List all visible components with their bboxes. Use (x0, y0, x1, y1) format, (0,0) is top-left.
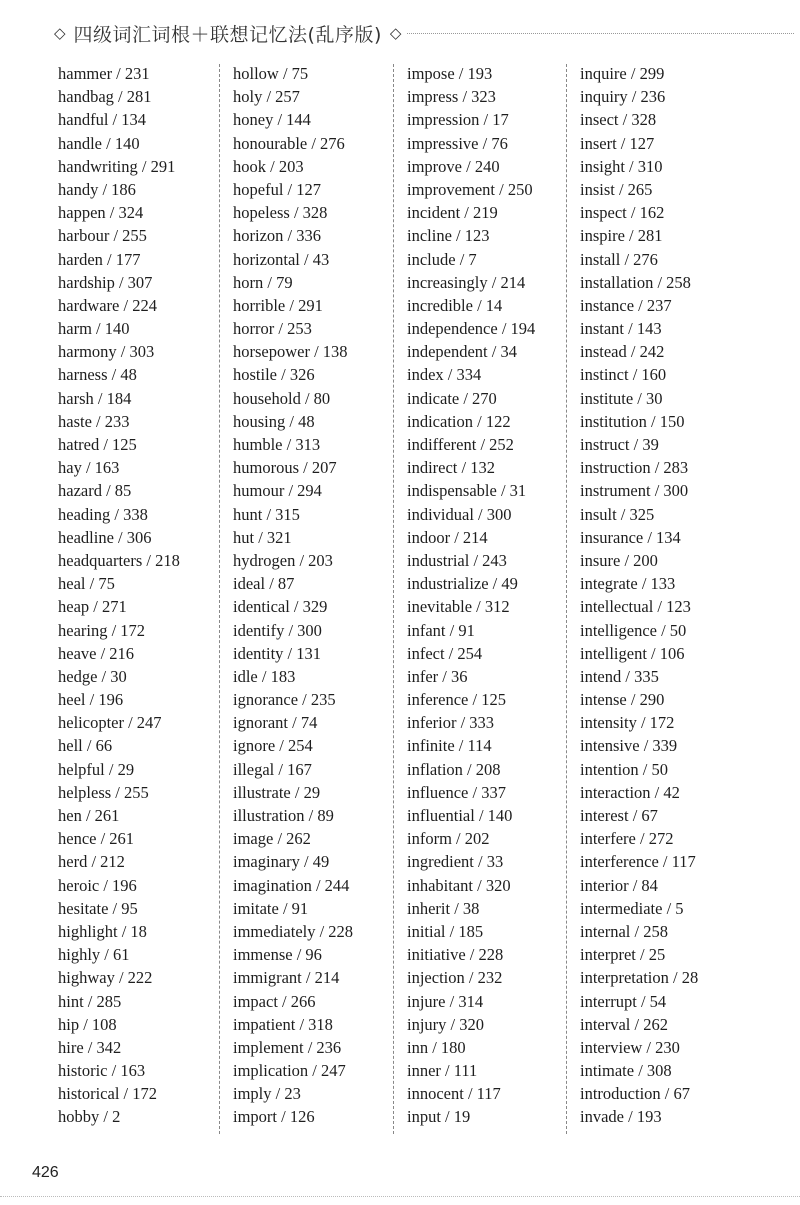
word-entry: immigrant / 214 (233, 968, 340, 988)
word-entry: injure / 314 (407, 991, 484, 1011)
word-entry: happen / 324 (58, 203, 144, 223)
book-title: 四级词汇词根＋联想记忆法(乱序版) (73, 23, 382, 46)
word-entry: horizon / 336 (233, 226, 321, 246)
word-entry: indicate / 270 (407, 388, 497, 408)
word-entry: humble / 313 (233, 435, 321, 454)
word-entry: highly / 61 (58, 945, 130, 965)
word-entry: housing / 48 (233, 411, 315, 431)
word-entry: interval / 262 (580, 1014, 668, 1034)
word-entry: instinct / 160 (580, 365, 667, 385)
word-entry: intimate / 308 (580, 1061, 672, 1081)
word-entry: interior / 84 (580, 875, 658, 895)
word-entry: ignorance / 235 (233, 690, 336, 710)
word-entry: independent / 34 (407, 342, 517, 362)
word-entry: inspire / 281 (580, 226, 663, 246)
word-entry: instruction / 283 (580, 458, 689, 478)
word-entry: heap / 271 (58, 597, 127, 617)
word-entry: ideal / 87 (233, 574, 295, 594)
word-entry: improve / 240 (407, 156, 500, 176)
word-entry: humour / 294 (233, 481, 322, 501)
word-entry: interrupt / 54 (580, 991, 667, 1011)
word-entry: improvement / 250 (407, 179, 533, 199)
word-entry: identity / 131 (233, 643, 321, 663)
word-entry: indication / 122 (407, 411, 511, 431)
word-entry: horizontal / 43 (233, 249, 330, 269)
word-column-4 (580, 62, 698, 1129)
word-entry: inquire / 299 (580, 64, 665, 83)
word-entry: inspect / 162 (580, 203, 665, 223)
word-entry: insure / 200 (580, 550, 658, 570)
page-number: 426 (32, 1164, 59, 1181)
word-entry: heading / 338 (58, 504, 148, 524)
word-entry: incredible / 14 (407, 295, 503, 315)
word-entry: impose / 193 (407, 64, 493, 83)
word-entry: hell / 66 (58, 736, 113, 756)
word-entry: handbag / 281 (58, 87, 152, 107)
word-entry: hence / 261 (58, 829, 135, 849)
word-entry: hardship / 307 (58, 272, 153, 292)
word-entry: holy / 257 (233, 87, 300, 107)
word-entry: imaginary / 49 (233, 852, 330, 872)
word-entry: inhabitant / 320 (407, 875, 511, 895)
word-entry: indispensable / 31 (407, 481, 527, 501)
word-entry: include / 7 (407, 249, 477, 269)
word-entry: honey / 144 (233, 110, 311, 130)
diamond-icon: ◇ (389, 24, 402, 42)
word-entry: hydrogen / 203 (233, 550, 333, 570)
word-entry: hardware / 224 (58, 295, 157, 315)
word-entry: instead / 242 (580, 342, 665, 362)
word-entry: incline / 123 (407, 226, 490, 246)
word-entry: intelligent / 106 (580, 643, 685, 663)
word-entry: hire / 342 (58, 1037, 122, 1057)
word-entry: impatient / 318 (233, 1014, 333, 1034)
word-entry: hint / 285 (58, 991, 122, 1011)
word-entry: handwriting / 291 (58, 156, 176, 176)
word-column-3 (407, 62, 535, 1129)
word-entry: handle / 140 (58, 133, 140, 153)
word-entry: insist / 265 (580, 179, 653, 199)
word-entry: innocent / 117 (407, 1084, 501, 1104)
word-entry: hatred / 125 (58, 435, 137, 454)
word-entry: inferior / 333 (407, 713, 495, 733)
word-entry: immense / 96 (233, 945, 322, 965)
word-column-2 (233, 62, 353, 1129)
word-entry: interview / 230 (580, 1037, 680, 1057)
word-entry: influence / 337 (407, 782, 506, 802)
word-entry: hut / 321 (233, 527, 292, 547)
word-entry: identical / 329 (233, 597, 328, 617)
word-entry: handy / 186 (58, 179, 136, 199)
word-entry: hollow / 75 (233, 64, 309, 83)
word-entry: indifferent / 252 (407, 435, 514, 454)
word-entry: honourable / 276 (233, 133, 345, 153)
word-entry: indirect / 132 (407, 458, 495, 478)
word-entry: intensity / 172 (580, 713, 675, 733)
word-entry: harden / 177 (58, 249, 141, 269)
word-entry: individual / 300 (407, 504, 512, 524)
word-entry: hedge / 30 (58, 666, 127, 686)
word-entry: intermediate / 5 (580, 898, 684, 918)
word-entry: impression / 17 (407, 110, 509, 130)
word-entry: instrument / 300 (580, 481, 689, 501)
word-entry: intense / 290 (580, 690, 665, 710)
word-column-1 (58, 62, 180, 1129)
page-header (54, 18, 794, 48)
word-entry: image / 262 (233, 829, 311, 849)
word-entry: helicopter / 247 (58, 713, 162, 733)
word-entry: instruct / 39 (580, 435, 659, 454)
word-entry: impress / 323 (407, 87, 496, 107)
word-entry: inflation / 208 (407, 759, 501, 779)
word-entry: heel / 196 (58, 690, 124, 710)
word-entry: injury / 320 (407, 1014, 484, 1034)
word-entry: industrial / 243 (407, 550, 507, 570)
word-entry: heave / 216 (58, 643, 135, 663)
word-entry: identify / 300 (233, 620, 322, 640)
word-entry: infect / 254 (407, 643, 483, 663)
word-entry: internal / 258 (580, 921, 668, 941)
word-entry: hazard / 85 (58, 481, 132, 501)
word-entry: intention / 50 (580, 759, 668, 779)
word-entry: institute / 30 (580, 388, 663, 408)
word-entry: infer / 36 (407, 666, 468, 686)
word-entry: ignorant / 74 (233, 713, 318, 733)
word-entry: helpful / 29 (58, 759, 135, 779)
word-entry: instant / 143 (580, 319, 662, 339)
word-entry: interaction / 42 (580, 782, 680, 802)
word-entry: harmony / 303 (58, 342, 155, 362)
word-entry: integrate / 133 (580, 574, 676, 594)
word-entry: inevitable / 312 (407, 597, 510, 617)
word-entry: imitate / 91 (233, 898, 309, 918)
word-entry: hay / 163 (58, 458, 120, 478)
word-entry: inn / 180 (407, 1037, 466, 1057)
word-entry: illustration / 89 (233, 806, 334, 825)
word-entry: hen / 261 (58, 806, 120, 825)
word-entry: injection / 232 (407, 968, 503, 988)
word-entry: insurance / 134 (580, 527, 681, 547)
word-entry: hopeless / 328 (233, 203, 328, 223)
word-entry: horrible / 291 (233, 295, 323, 315)
word-entry: interpret / 25 (580, 945, 666, 965)
word-entry: hostile / 326 (233, 365, 315, 385)
word-entry: introduction / 67 (580, 1084, 690, 1104)
word-entry: horsepower / 138 (233, 342, 348, 362)
word-entry: hearing / 172 (58, 620, 146, 640)
diamond-icon: ◇ (54, 24, 66, 42)
word-entry: intelligence / 50 (580, 620, 687, 640)
word-entry: impact / 266 (233, 991, 316, 1011)
word-entry: initiative / 228 (407, 945, 504, 965)
word-entry: headline / 306 (58, 527, 152, 547)
word-entry: immediately / 228 (233, 921, 354, 941)
word-entry: interest / 67 (580, 806, 658, 825)
word-entry: interference / 117 (580, 852, 696, 872)
footer-rule (0, 1196, 800, 1197)
word-entry: historical / 172 (58, 1084, 157, 1104)
word-entry: heal / 75 (58, 574, 115, 594)
word-entry: implication / 247 (233, 1061, 346, 1081)
word-entry: inference / 125 (407, 690, 506, 710)
word-entry: inherit / 38 (407, 898, 480, 918)
word-entry: intellectual / 123 (580, 597, 691, 617)
word-entry: installation / 258 (580, 272, 691, 292)
word-entry: illegal / 167 (233, 759, 312, 779)
word-entry: infant / 91 (407, 620, 475, 640)
word-entry: hopeful / 127 (233, 179, 321, 199)
word-entry: install / 276 (580, 249, 658, 269)
word-entry: intend / 335 (580, 666, 659, 686)
word-entry: haste / 233 (58, 411, 130, 431)
word-entry: insult / 325 (580, 504, 655, 524)
word-entry: insert / 127 (580, 133, 655, 153)
word-entry: imagination / 244 (233, 875, 350, 895)
word-index (0, 62, 800, 1142)
word-entry: inquiry / 236 (580, 87, 666, 107)
word-entry: ignore / 254 (233, 736, 313, 756)
word-entry: hook / 203 (233, 156, 304, 176)
word-entry: index / 334 (407, 365, 482, 385)
word-entry: hip / 108 (58, 1014, 117, 1034)
word-entry: incident / 219 (407, 203, 498, 223)
word-entry: harbour / 255 (58, 226, 147, 246)
word-entry: initial / 185 (407, 921, 484, 941)
word-entry: humorous / 207 (233, 458, 337, 478)
word-entry: hammer / 231 (58, 64, 150, 83)
word-entry: implement / 236 (233, 1037, 342, 1057)
word-entry: highlight / 18 (58, 921, 147, 941)
word-entry: institution / 150 (580, 411, 685, 431)
word-entry: import / 126 (233, 1107, 315, 1127)
word-entry: handful / 134 (58, 110, 146, 130)
word-entry: intensive / 339 (580, 736, 678, 756)
word-entry: historic / 163 (58, 1061, 146, 1081)
word-entry: increasingly / 214 (407, 272, 526, 292)
word-entry: impressive / 76 (407, 133, 508, 153)
word-entry: highway / 222 (58, 968, 153, 988)
word-entry: harm / 140 (58, 319, 130, 339)
header-rule (407, 33, 794, 34)
word-entry: horn / 79 (233, 272, 293, 292)
word-entry: hobby / 2 (58, 1107, 121, 1127)
word-entry: input / 19 (407, 1107, 471, 1127)
word-entry: independence / 194 (407, 319, 536, 339)
word-entry: harness / 48 (58, 365, 137, 385)
word-entry: inner / 111 (407, 1061, 478, 1081)
word-entry: inform / 202 (407, 829, 490, 849)
word-entry: industrialize / 49 (407, 574, 518, 594)
word-entry: illustrate / 29 (233, 782, 321, 802)
word-entry: insight / 310 (580, 156, 663, 176)
word-entry: insect / 328 (580, 110, 657, 130)
word-entry: harsh / 184 (58, 388, 132, 408)
word-entry: headquarters / 218 (58, 550, 180, 570)
word-entry: invade / 193 (580, 1107, 662, 1127)
word-entry: hunt / 315 (233, 504, 300, 524)
word-entry: interfere / 272 (580, 829, 674, 849)
word-entry: influential / 140 (407, 806, 513, 825)
word-entry: herd / 212 (58, 852, 125, 872)
word-entry: helpless / 255 (58, 782, 149, 802)
word-entry: imply / 23 (233, 1084, 301, 1104)
word-entry: horror / 253 (233, 319, 312, 339)
word-entry: heroic / 196 (58, 875, 137, 895)
word-entry: indoor / 214 (407, 527, 488, 547)
word-entry: infinite / 114 (407, 736, 492, 756)
word-entry: idle / 183 (233, 666, 296, 686)
word-entry: household / 80 (233, 388, 331, 408)
word-entry: instance / 237 (580, 295, 672, 315)
word-entry: hesitate / 95 (58, 898, 138, 918)
word-entry: ingredient / 33 (407, 852, 504, 872)
word-entry: interpretation / 28 (580, 968, 699, 988)
